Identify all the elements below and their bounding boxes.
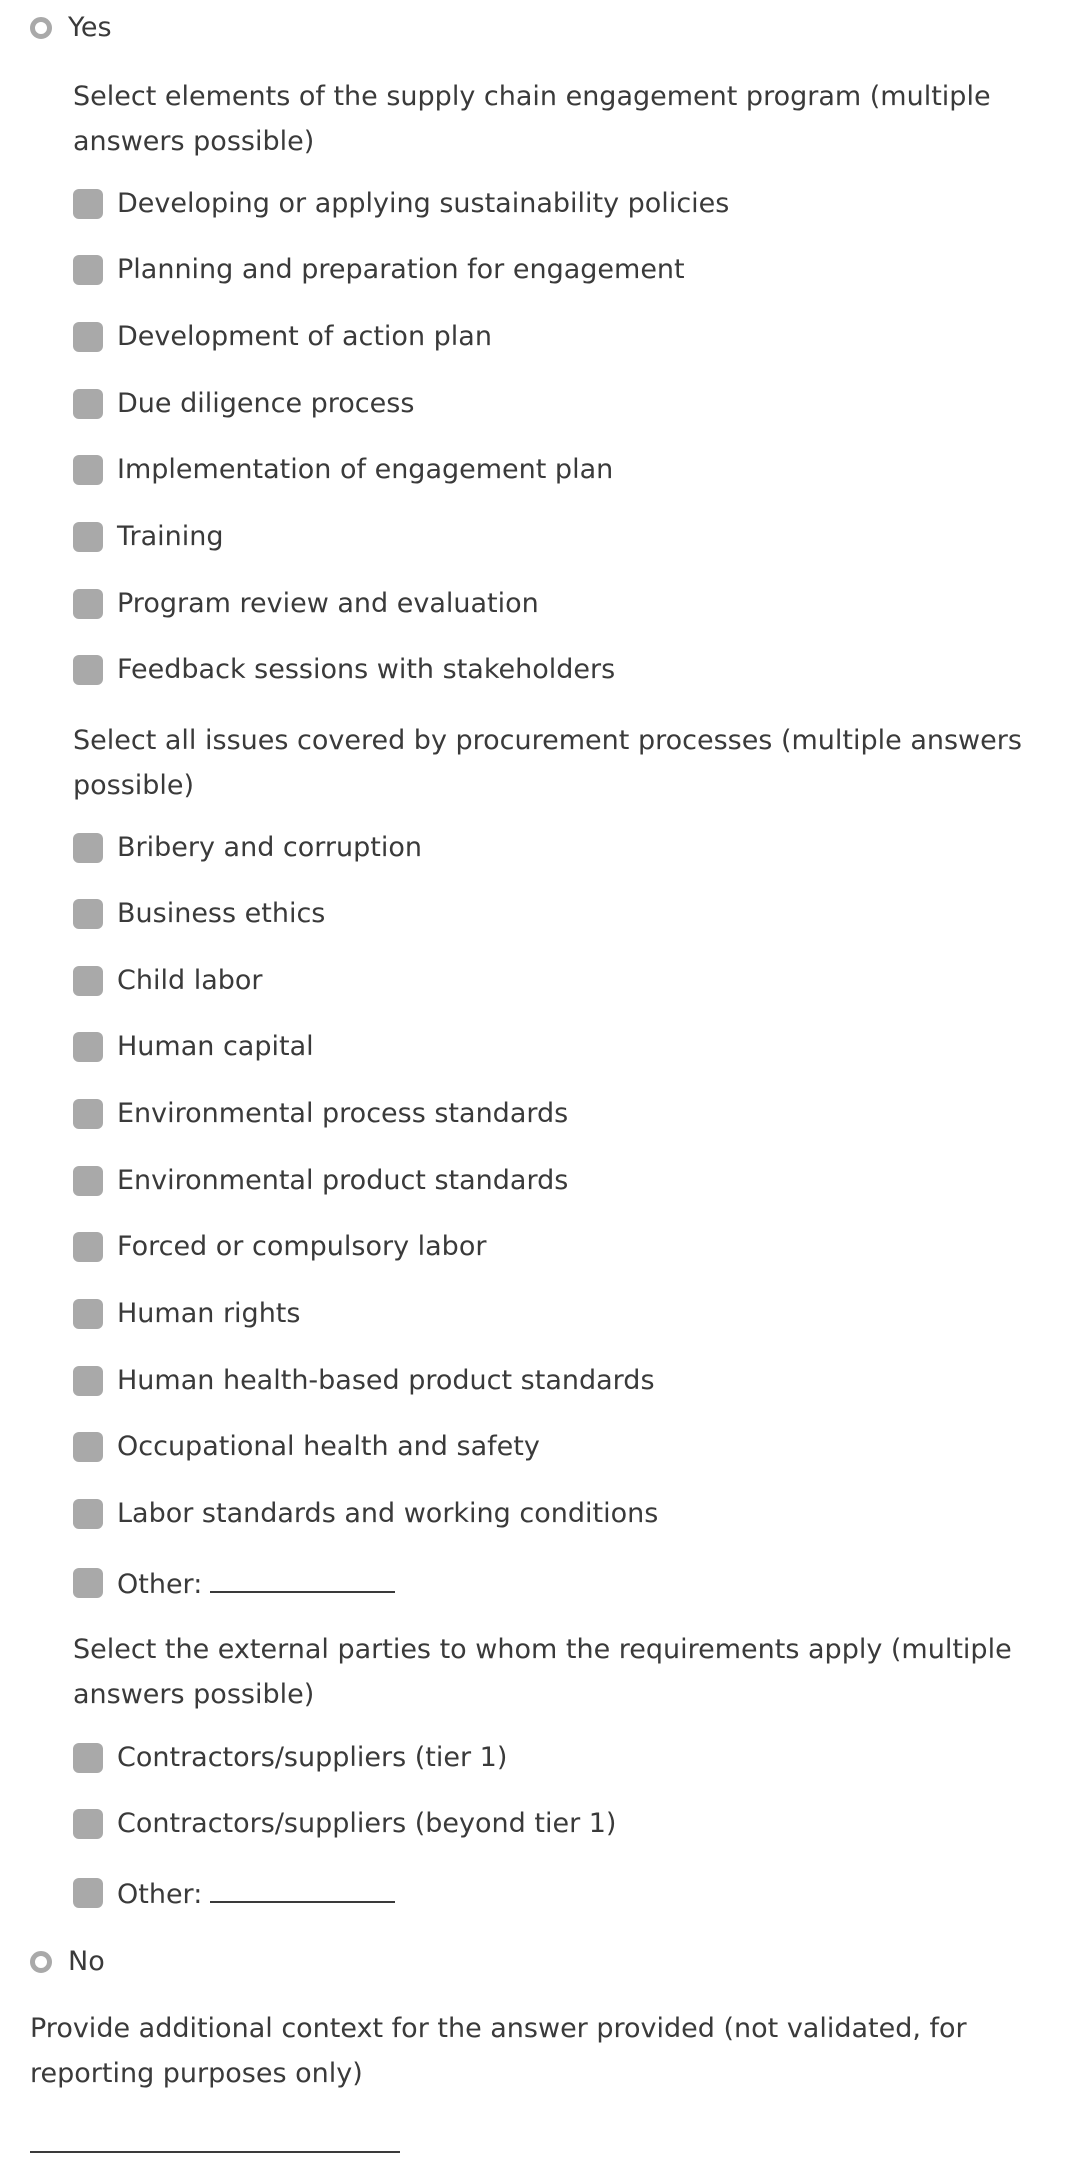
checkbox-item[interactable] xyxy=(73,654,615,686)
checkbox-item[interactable] xyxy=(73,321,492,353)
procurement-issues-prompt: Select all issues covered by procurement processes (multiple answers possible) xyxy=(73,725,1022,801)
checkbox-item[interactable] xyxy=(73,1808,616,1840)
checkbox-label: Child labor xyxy=(117,965,263,996)
checkbox-label: Human rights xyxy=(117,1298,301,1329)
radio-no[interactable] xyxy=(30,1946,105,1978)
checkbox-item-other[interactable] xyxy=(73,1565,395,1601)
checkbox-item[interactable] xyxy=(73,388,414,420)
checkbox-label: Training xyxy=(117,521,224,552)
checkbox-item[interactable] xyxy=(73,832,422,864)
checkbox-label: Implementation of engagement plan xyxy=(117,454,614,485)
checkbox-label: Forced or compulsory labor xyxy=(117,1231,487,1262)
checkbox-label: Bribery and corruption xyxy=(117,832,422,863)
checkbox-item[interactable] xyxy=(73,1498,658,1530)
checkbox-icon[interactable] xyxy=(73,1299,103,1329)
checkbox-item[interactable] xyxy=(73,1742,507,1774)
additional-context-input[interactable] xyxy=(30,2151,400,2153)
checkbox-item[interactable] xyxy=(73,588,539,620)
radio-yes-label: Yes xyxy=(68,12,112,43)
external-parties-prompt: Select the external parties to whom the requirements apply (multiple answers possible) xyxy=(73,1634,1012,1710)
radio-no-label: No xyxy=(68,1946,105,1977)
checkbox-icon[interactable] xyxy=(73,1366,103,1396)
checkbox-label: Business ethics xyxy=(117,898,326,929)
checkbox-item[interactable] xyxy=(73,454,613,486)
checkbox-icon[interactable] xyxy=(73,1032,103,1062)
other-text-input[interactable] xyxy=(210,1565,395,1593)
checkbox-item[interactable] xyxy=(73,965,263,997)
checkbox-icon[interactable] xyxy=(73,655,103,685)
checkbox-label: Other: xyxy=(117,1879,203,1910)
checkbox-icon[interactable] xyxy=(73,1432,103,1462)
checkbox-item[interactable] xyxy=(73,1165,568,1197)
checkbox-icon[interactable] xyxy=(73,522,103,552)
checkbox-item[interactable] xyxy=(73,188,729,220)
checkbox-icon[interactable] xyxy=(73,322,103,352)
checkbox-icon[interactable] xyxy=(73,1878,103,1908)
checkbox-item[interactable] xyxy=(73,1298,300,1330)
checkbox-icon[interactable] xyxy=(73,833,103,863)
checkbox-item[interactable] xyxy=(73,1231,486,1263)
checkbox-item[interactable] xyxy=(73,1098,568,1130)
checkbox-label: Feedback sessions with stakeholders xyxy=(117,654,616,685)
checkbox-label: Environmental product standards xyxy=(117,1165,569,1196)
checkbox-label: Labor standards and working conditions xyxy=(117,1498,659,1529)
checkbox-icon[interactable] xyxy=(73,589,103,619)
checkbox-icon[interactable] xyxy=(73,189,103,219)
checkbox-label: Human health-based product standards xyxy=(117,1365,655,1396)
checkbox-icon[interactable] xyxy=(73,1232,103,1262)
checkbox-item[interactable] xyxy=(73,1431,540,1463)
checkbox-label: Development of action plan xyxy=(117,321,492,352)
checkbox-icon[interactable] xyxy=(73,1568,103,1598)
checkbox-item[interactable] xyxy=(73,898,325,930)
checkbox-label: Other: xyxy=(117,1569,203,1600)
checkbox-label: Human capital xyxy=(117,1031,314,1062)
checkbox-label: Planning and preparation for engagement xyxy=(117,254,685,285)
radio-no-circle-icon[interactable] xyxy=(30,1951,52,1973)
other-text-input[interactable] xyxy=(210,1875,395,1903)
checkbox-label: Contractors/suppliers (beyond tier 1) xyxy=(117,1808,617,1839)
checkbox-icon[interactable] xyxy=(73,1499,103,1529)
supply-chain-elements-prompt: Select elements of the supply chain engagement program (multiple answers possible) xyxy=(73,81,991,157)
checkbox-icon[interactable] xyxy=(73,1809,103,1839)
checkbox-item[interactable] xyxy=(73,521,224,553)
checkbox-item[interactable] xyxy=(73,254,685,286)
checkbox-icon[interactable] xyxy=(73,1743,103,1773)
additional-context-prompt: Provide additional context for the answer provided (not validated, for reporting purposes only) xyxy=(30,2013,967,2089)
checkbox-icon[interactable] xyxy=(73,255,103,285)
checkbox-icon[interactable] xyxy=(73,455,103,485)
checkbox-item-other[interactable] xyxy=(73,1875,395,1911)
radio-yes[interactable] xyxy=(30,12,112,44)
checkbox-icon[interactable] xyxy=(73,899,103,929)
checkbox-icon[interactable] xyxy=(73,1166,103,1196)
checkbox-item[interactable] xyxy=(73,1365,655,1397)
checkbox-icon[interactable] xyxy=(73,966,103,996)
checkbox-label: Developing or applying sustainability policies xyxy=(117,188,730,219)
checkbox-item[interactable] xyxy=(73,1031,314,1063)
checkbox-label: Due diligence process xyxy=(117,388,415,419)
checkbox-icon[interactable] xyxy=(73,1099,103,1129)
radio-yes-circle-icon[interactable] xyxy=(30,17,52,39)
checkbox-label: Contractors/suppliers (tier 1) xyxy=(117,1742,508,1773)
checkbox-label: Environmental process standards xyxy=(117,1098,569,1129)
checkbox-label: Program review and evaluation xyxy=(117,588,539,619)
checkbox-label: Occupational health and safety xyxy=(117,1431,540,1462)
checkbox-icon[interactable] xyxy=(73,389,103,419)
